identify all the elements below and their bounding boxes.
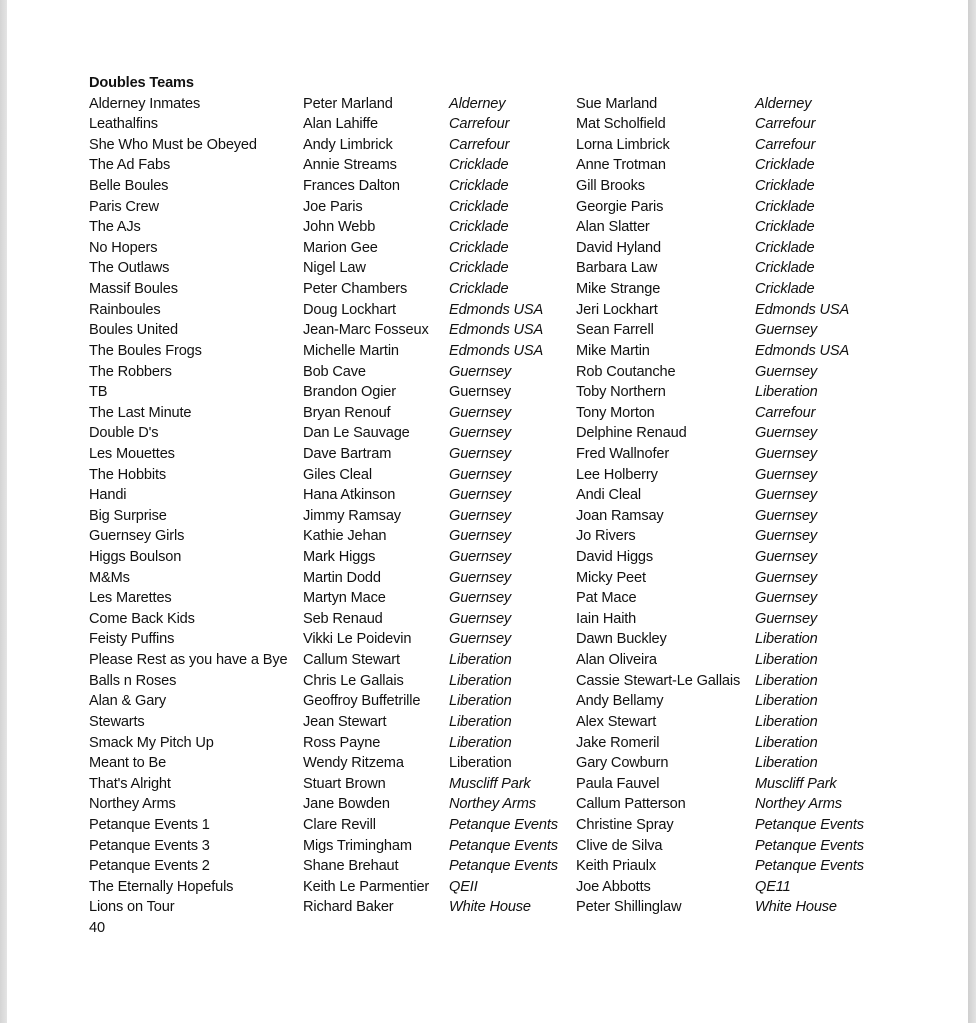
player-2-club: Liberation	[755, 652, 818, 669]
team-row	[89, 588, 818, 609]
player-1-club: Cricklade	[449, 260, 509, 277]
team-name: Les Mouettes	[89, 445, 175, 462]
team-row	[89, 197, 815, 218]
right-page-edge	[968, 0, 976, 1023]
player-1-club: Liberation	[449, 693, 512, 710]
player-2-club: Guernsey	[755, 569, 818, 586]
team-name: Higgs Boulson	[89, 549, 182, 566]
player-1-name: Dan Le Sauvage	[303, 425, 410, 442]
team-row	[89, 856, 864, 877]
player-2-club: Guernsey	[755, 487, 818, 504]
team-row	[89, 176, 815, 197]
team-name: The Ad Fabs	[89, 157, 171, 174]
team-row	[89, 465, 818, 486]
team-row	[89, 794, 842, 815]
player-2-name: Toby Northern	[576, 384, 666, 401]
player-2-club: Northey Arms	[755, 796, 842, 813]
player-1-name: Jean-Marc Fosseux	[303, 322, 429, 339]
team-row	[89, 897, 837, 918]
team-row	[89, 568, 818, 589]
player-1-name: Brandon Ogier	[303, 384, 396, 401]
player-1-name: Jane Bowden	[303, 796, 390, 813]
team-row	[89, 733, 818, 754]
player-2-name: Mat Scholfield	[576, 116, 666, 133]
player-1-club: Guernsey	[449, 466, 512, 483]
player-1-club: Guernsey	[449, 507, 512, 524]
player-2-name: Joe Abbotts	[576, 878, 651, 895]
team-name: She Who Must be Obeyed	[89, 136, 257, 153]
team-name: Northey Arms	[89, 796, 176, 813]
document-title: Doubles Teams	[89, 75, 194, 91]
player-1-name: Nigel Law	[303, 260, 366, 277]
team-row	[89, 650, 818, 671]
team-name: Petanque Events 2	[89, 858, 210, 875]
player-1-club: Guernsey	[449, 445, 512, 462]
player-1-name: Shane Brehaut	[303, 858, 399, 875]
team-name: Smack My Pitch Up	[89, 734, 214, 751]
player-2-club: Carrefour	[755, 116, 816, 133]
player-2-name: Tony Morton	[576, 404, 655, 421]
team-name: Stewarts	[89, 713, 145, 730]
player-1-name: Joe Paris	[303, 198, 363, 215]
player-2-name: Fred Wallnofer	[576, 445, 670, 462]
player-1-club: Liberation	[449, 713, 512, 730]
team-name: Lions on Tour	[89, 899, 175, 916]
team-row	[89, 94, 812, 115]
player-1-club: Petanque Events	[449, 858, 558, 875]
team-row	[89, 114, 816, 135]
team-name: Boules United	[89, 322, 178, 339]
team-name: Les Marettes	[89, 590, 172, 607]
player-1-club: Cricklade	[449, 178, 509, 195]
team-name: Massif Boules	[89, 281, 178, 298]
player-1-name: Alan Lahiffe	[303, 116, 379, 133]
player-1-name: Jimmy Ramsay	[303, 507, 401, 524]
player-1-club: Guernsey	[449, 404, 512, 421]
player-2-name: Delphine Renaud	[576, 425, 687, 442]
team-row	[89, 362, 818, 383]
team-row	[89, 341, 850, 362]
player-2-club: Liberation	[755, 734, 818, 751]
player-2-club: Cricklade	[755, 219, 815, 236]
player-1-name: Michelle Martin	[303, 342, 399, 359]
player-2-name: Lorna Limbrick	[576, 136, 670, 153]
team-name: Balls n Roses	[89, 672, 177, 689]
player-2-name: David Hyland	[576, 239, 661, 256]
team-row	[89, 774, 837, 795]
player-1-club: Cricklade	[449, 239, 509, 256]
player-2-name: Micky Peet	[576, 569, 646, 586]
player-1-name: Ross Payne	[303, 734, 381, 751]
team-row	[89, 609, 818, 630]
player-2-club: Carrefour	[755, 136, 816, 153]
team-name: Petanque Events 1	[89, 816, 210, 833]
player-1-name: Martyn Mace	[303, 590, 386, 607]
player-2-name: Sean Farrell	[576, 322, 654, 339]
player-1-club: Alderney	[449, 95, 506, 112]
player-1-club: Northey Arms	[449, 796, 536, 813]
team-row	[89, 382, 818, 403]
team-row	[89, 423, 818, 444]
team-row	[89, 403, 816, 424]
player-1-name: Andy Limbrick	[303, 136, 393, 153]
team-name: Come Back Kids	[89, 610, 195, 627]
team-name: Paris Crew	[89, 198, 159, 215]
team-name: Guernsey Girls	[89, 528, 185, 545]
player-2-name: Gill Brooks	[576, 178, 645, 195]
player-2-club: Petanque Events	[755, 816, 864, 833]
player-1-club: White House	[449, 899, 531, 916]
player-2-club: Alderney	[755, 95, 812, 112]
player-1-club: Liberation	[449, 652, 512, 669]
team-row	[89, 753, 818, 774]
player-1-club: Guernsey	[449, 384, 512, 401]
player-2-club: Cricklade	[755, 198, 815, 215]
player-2-club: Liberation	[755, 672, 818, 689]
doubles-teams-list	[89, 73, 864, 939]
player-1-club: Liberation	[449, 755, 512, 772]
player-1-name: Seb Renaud	[303, 610, 383, 627]
player-2-club: Guernsey	[755, 363, 818, 380]
player-2-name: Clive de Silva	[576, 837, 663, 854]
team-row	[89, 320, 818, 341]
player-1-club: Guernsey	[449, 610, 512, 627]
team-row	[89, 526, 818, 547]
team-row	[89, 691, 818, 712]
player-1-name: Kathie Jehan	[303, 528, 387, 545]
team-name: Rainboules	[89, 301, 161, 318]
player-2-club: Edmonds USA	[755, 342, 850, 359]
team-name: Please Rest as you have a Bye	[89, 652, 288, 669]
player-1-name: Geoffroy Buffetrille	[303, 693, 421, 710]
player-1-club: Guernsey	[449, 631, 512, 648]
player-1-club: Guernsey	[449, 549, 512, 566]
player-1-club: Guernsey	[449, 569, 512, 586]
player-1-club: Muscliff Park	[449, 775, 531, 792]
player-2-name: Keith Priaulx	[576, 858, 656, 875]
player-1-name: Keith Le Parmentier	[303, 878, 430, 895]
player-1-name: Mark Higgs	[303, 549, 376, 566]
player-2-name: Pat Mace	[576, 590, 637, 607]
player-2-club: Petanque Events	[755, 837, 864, 854]
team-rows	[89, 94, 864, 918]
player-2-club: Guernsey	[755, 507, 818, 524]
player-2-name: Georgie Paris	[576, 198, 664, 215]
player-2-name: Dawn Buckley	[576, 631, 667, 648]
team-row	[89, 629, 818, 650]
player-2-club: Guernsey	[755, 466, 818, 483]
team-name: Petanque Events 3	[89, 837, 210, 854]
team-row	[89, 300, 850, 321]
team-row	[89, 547, 818, 568]
player-1-club: Edmonds USA	[449, 301, 544, 318]
player-1-club: Guernsey	[449, 528, 512, 545]
player-2-name: Jake Romeril	[576, 734, 660, 751]
player-2-club: Cricklade	[755, 281, 815, 298]
player-1-name: John Webb	[303, 219, 376, 236]
team-row	[89, 135, 816, 156]
player-2-name: Rob Coutanche	[576, 363, 676, 380]
player-2-club: Guernsey	[755, 425, 818, 442]
player-2-club: QE11	[755, 878, 791, 895]
player-1-name: Callum Stewart	[303, 652, 400, 669]
player-1-club: Guernsey	[449, 487, 512, 504]
player-1-club: Edmonds USA	[449, 322, 544, 339]
team-name: Meant to Be	[89, 755, 167, 772]
player-1-name: Stuart Brown	[303, 775, 386, 792]
player-2-name: David Higgs	[576, 549, 654, 566]
team-name: Big Surprise	[89, 507, 167, 524]
team-name: The AJs	[89, 219, 141, 236]
player-1-club: Petanque Events	[449, 837, 558, 854]
team-row	[89, 877, 791, 898]
player-2-name: Sue Marland	[576, 95, 658, 112]
player-2-name: Alex Stewart	[576, 713, 657, 730]
player-1-club: Petanque Events	[449, 816, 558, 833]
player-2-club: Liberation	[755, 631, 818, 648]
team-name: The Robbers	[89, 363, 172, 380]
player-2-name: Alan Slatter	[576, 219, 650, 236]
team-name: Belle Boules	[89, 178, 169, 195]
player-1-name: Bryan Renouf	[303, 404, 391, 421]
player-2-club: Guernsey	[755, 528, 818, 545]
player-2-name: Jeri Lockhart	[576, 301, 658, 318]
player-1-name: Bob Cave	[303, 363, 366, 380]
player-1-club: Cricklade	[449, 281, 509, 298]
player-1-name: Marion Gee	[303, 239, 378, 256]
player-2-club: Cricklade	[755, 157, 815, 174]
team-row	[89, 217, 815, 238]
player-2-club: Guernsey	[755, 549, 818, 566]
team-row	[89, 671, 818, 692]
player-1-name: Annie Streams	[303, 157, 397, 174]
player-2-club: Liberation	[755, 693, 818, 710]
team-name: Leathalfins	[89, 116, 158, 133]
player-2-name: Andy Bellamy	[576, 693, 664, 710]
player-1-name: Peter Marland	[303, 95, 393, 112]
player-1-club: Liberation	[449, 672, 512, 689]
player-1-club: Cricklade	[449, 157, 509, 174]
player-2-club: Cricklade	[755, 178, 815, 195]
player-1-name: Peter Chambers	[303, 281, 408, 298]
team-row	[89, 485, 818, 506]
player-2-name: Anne Trotman	[576, 157, 666, 174]
player-1-club: QEII	[449, 878, 478, 895]
player-1-name: Frances Dalton	[303, 178, 400, 195]
player-1-name: Wendy Ritzema	[303, 755, 404, 772]
player-1-name: Chris Le Gallais	[303, 672, 404, 689]
player-1-name: Hana Atkinson	[303, 487, 396, 504]
player-2-name: Callum Patterson	[576, 796, 686, 813]
player-2-name: Cassie Stewart-Le Gallais	[576, 672, 741, 689]
team-name: The Last Minute	[89, 404, 192, 421]
player-2-name: Mike Strange	[576, 281, 661, 298]
team-name: The Eternally Hopefuls	[89, 878, 234, 895]
player-2-club: Edmonds USA	[755, 301, 850, 318]
player-2-name: Alan Oliveira	[576, 652, 657, 669]
player-2-name: Andi Cleal	[576, 487, 642, 504]
player-2-name: Mike Martin	[576, 342, 650, 359]
team-name: TB	[89, 384, 108, 401]
team-name: That's Alright	[89, 775, 171, 792]
player-2-name: Christine Spray	[576, 816, 674, 833]
player-2-club: Guernsey	[755, 610, 818, 627]
player-2-club: Muscliff Park	[755, 775, 837, 792]
player-2-name: Peter Shillinglaw	[576, 899, 682, 916]
player-2-club: Cricklade	[755, 260, 815, 277]
team-row	[89, 238, 815, 259]
player-2-club: Petanque Events	[755, 858, 864, 875]
player-2-club: Liberation	[755, 755, 818, 772]
player-2-club: Carrefour	[755, 404, 816, 421]
player-1-club: Carrefour	[449, 136, 510, 153]
player-2-club: Guernsey	[755, 322, 818, 339]
player-2-club: Liberation	[755, 713, 818, 730]
team-name: Handi	[89, 487, 127, 504]
player-2-name: Jo Rivers	[576, 528, 636, 545]
player-1-name: Martin Dodd	[303, 569, 381, 586]
player-2-club: White House	[755, 899, 837, 916]
player-1-name: Richard Baker	[303, 899, 394, 916]
player-2-name: Gary Cowburn	[576, 755, 669, 772]
team-row	[89, 712, 818, 733]
player-1-club: Edmonds USA	[449, 342, 544, 359]
team-name: M&Ms	[89, 569, 130, 586]
player-1-name: Dave Bartram	[303, 445, 392, 462]
team-row	[89, 815, 864, 836]
player-1-club: Guernsey	[449, 363, 512, 380]
player-2-name: Barbara Law	[576, 260, 658, 277]
player-1-club: Guernsey	[449, 425, 512, 442]
player-1-name: Clare Revill	[303, 816, 376, 833]
player-2-name: Lee Holberry	[576, 466, 658, 483]
player-1-name: Vikki Le Poidevin	[303, 631, 412, 648]
team-row	[89, 444, 818, 465]
team-row	[89, 258, 815, 279]
team-name: The Outlaws	[89, 260, 170, 277]
team-name: Feisty Puffins	[89, 631, 175, 648]
team-name: No Hopers	[89, 239, 158, 256]
player-1-club: Liberation	[449, 734, 512, 751]
player-2-name: Iain Haith	[576, 610, 637, 627]
player-2-club: Cricklade	[755, 239, 815, 256]
player-2-club: Guernsey	[755, 445, 818, 462]
team-name: The Boules Frogs	[89, 342, 202, 359]
player-1-name: Doug Lockhart	[303, 301, 396, 318]
team-count: 40	[89, 919, 105, 936]
left-page-edge	[0, 0, 7, 1023]
player-1-name: Migs Trimingham	[303, 837, 412, 854]
team-row	[89, 836, 864, 857]
team-name: Alan & Gary	[89, 693, 167, 710]
team-name: Double D's	[89, 425, 159, 442]
player-1-club: Guernsey	[449, 590, 512, 607]
team-row	[89, 279, 815, 300]
player-2-name: Joan Ramsay	[576, 507, 664, 524]
player-2-name: Paula Fauvel	[576, 775, 660, 792]
player-1-club: Carrefour	[449, 116, 510, 133]
team-row	[89, 506, 818, 527]
player-1-name: Jean Stewart	[303, 713, 387, 730]
team-name: Alderney Inmates	[89, 95, 201, 112]
team-row	[89, 155, 815, 176]
player-1-club: Cricklade	[449, 219, 509, 236]
player-2-club: Liberation	[755, 384, 818, 401]
player-1-club: Cricklade	[449, 198, 509, 215]
player-2-club: Guernsey	[755, 590, 818, 607]
team-name: The Hobbits	[89, 466, 167, 483]
player-1-name: Giles Cleal	[303, 466, 372, 483]
